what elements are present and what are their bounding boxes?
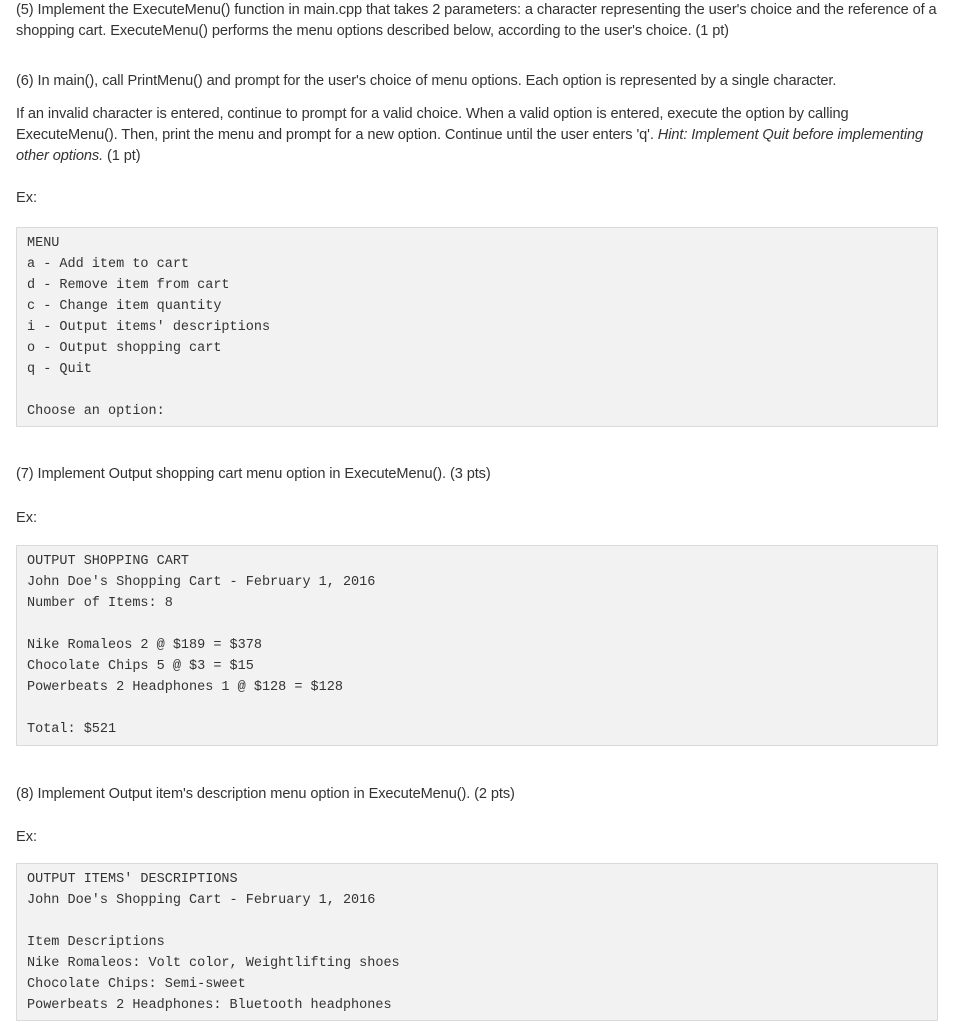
code-line: i - Output items' descriptions: [27, 320, 271, 335]
step8-ex-label: Ex:: [16, 829, 38, 845]
code-line: John Doe's Shopping Cart - February 1, 2016: [27, 893, 376, 908]
code-line: a - Add item to cart: [27, 257, 190, 272]
code-line: Chocolate Chips 5 @ $3 = $15: [27, 659, 254, 674]
code-line: Choose an option:: [27, 404, 165, 419]
step6-points: (1 pt): [103, 148, 141, 164]
code-line: [27, 380, 927, 401]
code-line: o - Output shopping cart: [27, 341, 222, 356]
step6-body: If an invalid character is entered, continue to prompt for a valid choice. When a valid option is entered, execute the option by calling ExecuteMenu(). Then, print the menu and prompt for a new option. Continue until the user enters 'q'.: [16, 106, 849, 143]
output-descriptions-example-code-block: [16, 863, 938, 1021]
step6-hint: Hint: Implement Quit before implementing other options.: [16, 127, 924, 164]
step6-ex-label: Ex:: [16, 190, 38, 206]
step7-instructions: (7) Implement Output shopping cart menu option in ExecuteMenu(). (3 pts): [16, 466, 491, 482]
code-line: Nike Romaleos 2 @ $189 = $378: [27, 638, 262, 653]
code-line: MENU: [27, 236, 60, 251]
code-line: [27, 911, 927, 932]
step7-ex-label: Ex:: [16, 510, 38, 526]
code-line: Chocolate Chips: Semi-sweet: [27, 977, 246, 992]
menu-example-code-block: [16, 227, 938, 427]
step8-instructions: (8) Implement Output item's description menu option in ExecuteMenu(). (2 pts): [16, 786, 515, 802]
code-line: OUTPUT SHOPPING CART: [27, 554, 190, 569]
output-cart-example-code-block: [16, 545, 938, 746]
code-line: c - Change item quantity: [27, 299, 222, 314]
step6-intro: (6) In main(), call PrintMenu() and prompt for the user's choice of menu options. Each option is represented by a single character.: [16, 73, 837, 89]
code-line: Nike Romaleos: Volt color, Weightlifting shoes: [27, 956, 400, 971]
code-line: Powerbeats 2 Headphones: Bluetooth headphones: [27, 998, 392, 1013]
code-line: John Doe's Shopping Cart - February 1, 2016: [27, 575, 376, 590]
code-line: Number of Items: 8: [27, 596, 173, 611]
step5-instructions: (5) Implement the ExecuteMenu() function in main.cpp that takes 2 parameters: a character representing the user's choice and the reference of a shopping cart. ExecuteMenu() performs the menu options described below, according to the user's choice. (1 pt): [16, 2, 937, 39]
step6-instructions: [16, 104, 940, 167]
code-line: q - Quit: [27, 362, 92, 377]
code-line: Total: $521: [27, 722, 117, 737]
code-line: [27, 614, 927, 635]
code-line: d - Remove item from cart: [27, 278, 230, 293]
code-line: Item Descriptions: [27, 935, 165, 950]
code-line: [27, 698, 927, 719]
code-line: OUTPUT ITEMS' DESCRIPTIONS: [27, 872, 238, 887]
code-line: Powerbeats 2 Headphones 1 @ $128 = $128: [27, 680, 343, 695]
